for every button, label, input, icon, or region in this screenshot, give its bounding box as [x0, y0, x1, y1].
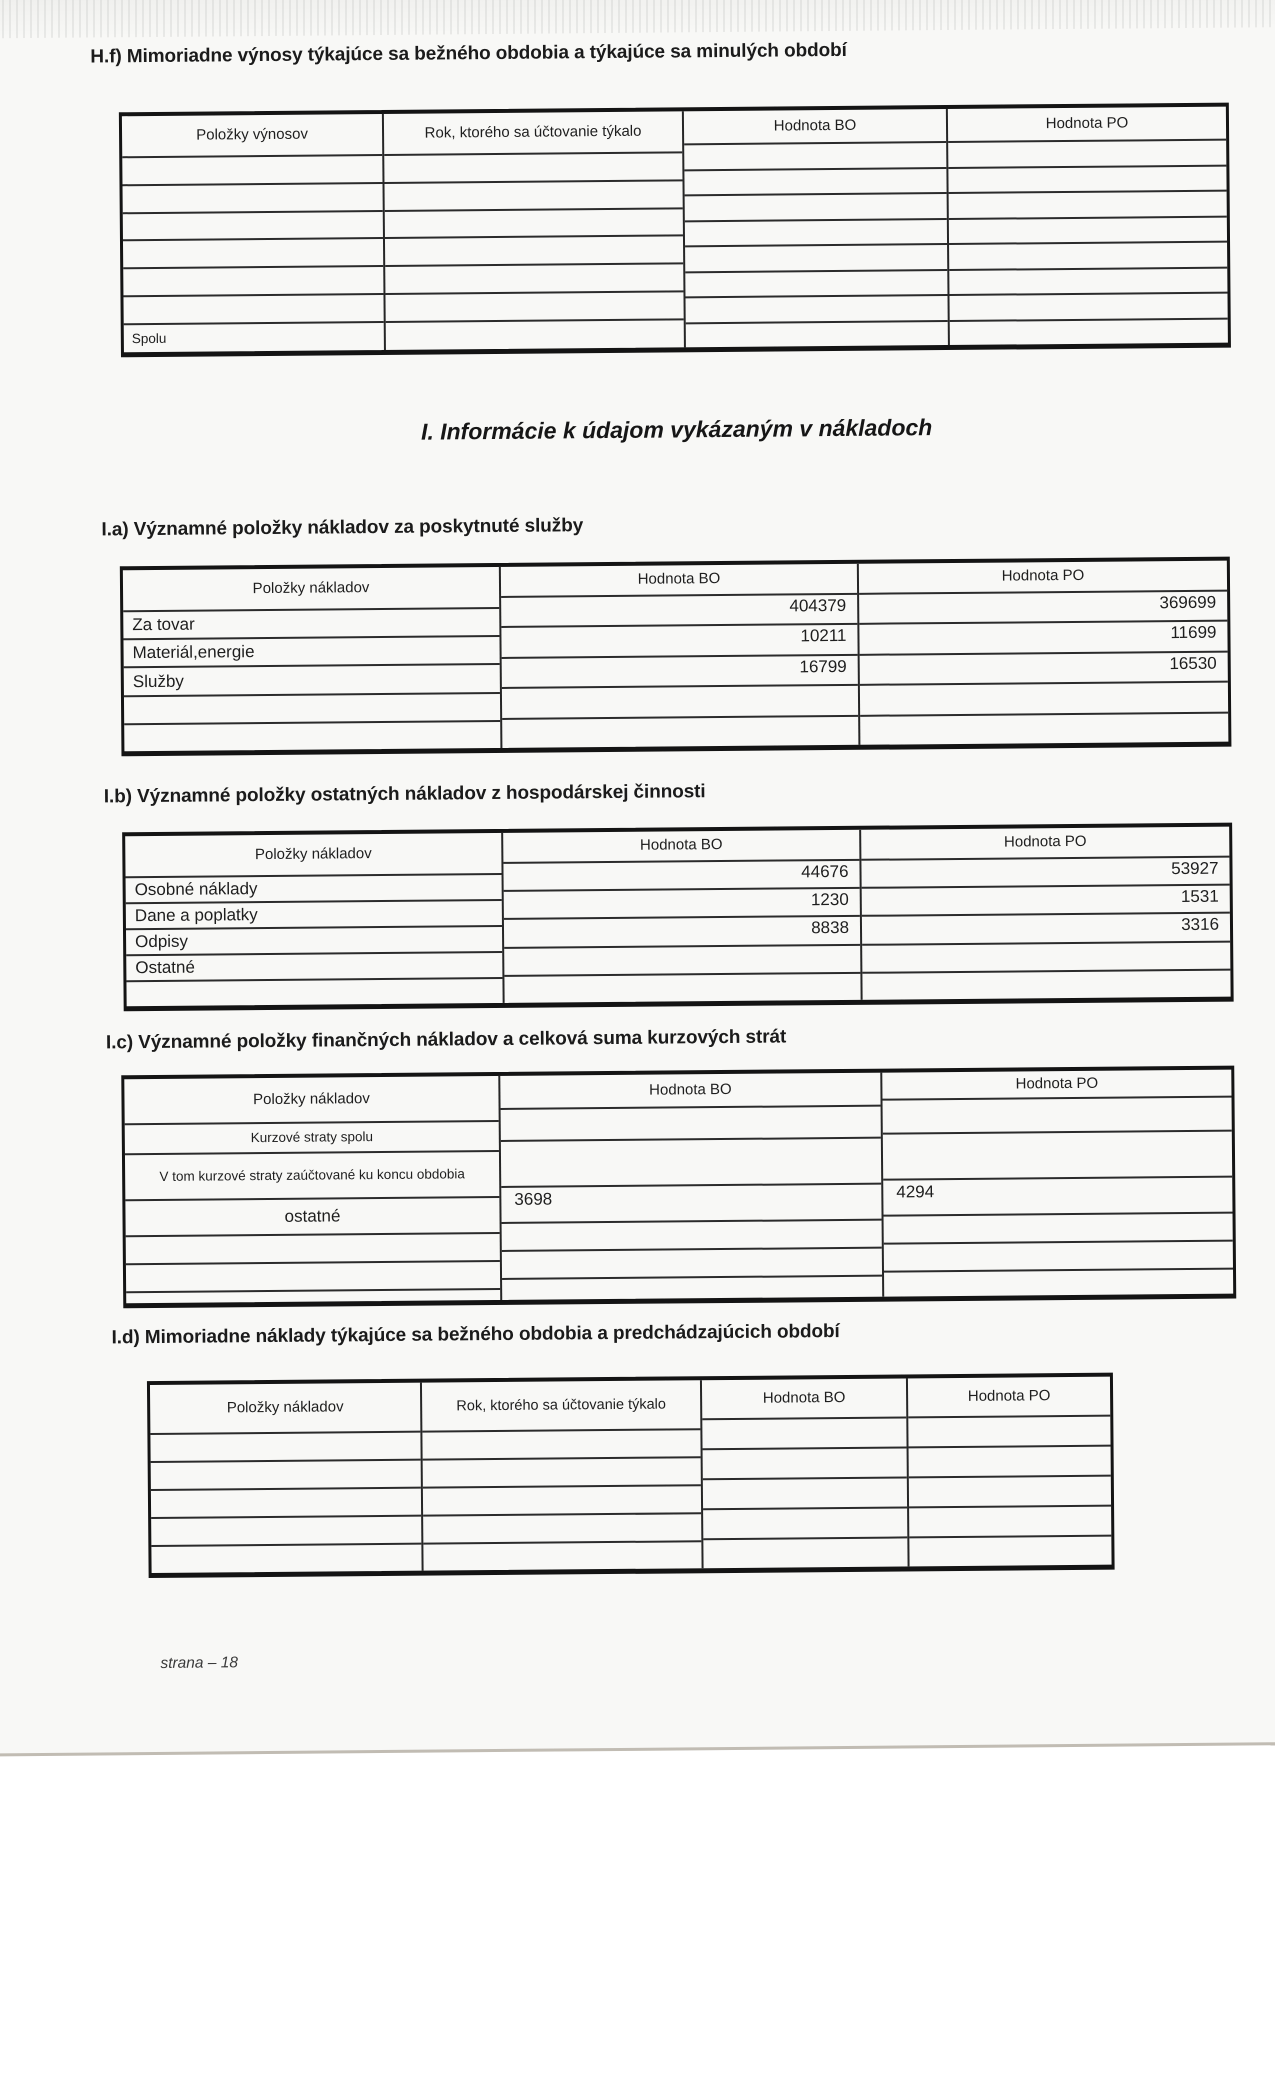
- section-title-i: I. Informácie k údajom vykázaným v nákladoch: [420, 414, 933, 445]
- table-cell: Za tovar: [123, 609, 499, 640]
- column-header: Hodnota BO: [501, 564, 857, 598]
- table-cell: 404379: [501, 595, 857, 629]
- column-header: Hodnota PO: [859, 561, 1227, 595]
- table-cell-empty: [151, 1517, 421, 1547]
- table-column: [501, 564, 861, 748]
- column-header: Hodnota BO: [500, 1073, 880, 1110]
- table-cell-empty: [126, 1262, 500, 1293]
- table-cell: Dane a poplatky: [126, 901, 502, 930]
- table-cell-empty: [151, 1545, 421, 1573]
- table-cell-empty: [884, 1214, 1233, 1245]
- table-cell-empty: [884, 1270, 1233, 1297]
- table-cell-empty: [908, 1417, 1110, 1449]
- table-cell: 3316: [862, 914, 1230, 945]
- table-cell-empty: [123, 212, 383, 242]
- table-cell: Materiál,energie: [123, 637, 499, 668]
- column-header: Hodnota PO: [882, 1070, 1231, 1101]
- table-cell: 1531: [862, 886, 1230, 917]
- table-cell-empty: [385, 237, 683, 267]
- table-cell: ostatné: [125, 1198, 499, 1237]
- table-cell-empty: [502, 1221, 882, 1252]
- table-column: [150, 1383, 424, 1573]
- table-column: [861, 827, 1230, 1000]
- table-column: [122, 114, 386, 352]
- table-column: [859, 561, 1229, 745]
- table-cell-empty: [883, 1132, 1232, 1181]
- table-cell-empty: [949, 192, 1227, 220]
- table-cell-empty: [862, 970, 1230, 999]
- column-header: Rok, ktorého sa účtovanie týkalo: [384, 111, 682, 156]
- table-id-extraordinary-costs: [147, 1373, 1115, 1578]
- table-cell-empty: [909, 1537, 1111, 1567]
- column-header: Hodnota BO: [684, 109, 946, 145]
- table-cell: Odpisy: [126, 927, 502, 956]
- table-cell: 16799: [502, 656, 858, 690]
- table-cell: 11699: [859, 622, 1227, 656]
- table-cell-empty: [501, 1139, 881, 1188]
- table-cell-empty: [385, 209, 683, 239]
- table-cell: 44676: [503, 861, 859, 892]
- table-column: [500, 1073, 884, 1300]
- table-cell-empty: [502, 1277, 882, 1300]
- table-cell-empty: [123, 295, 383, 325]
- table-cell: V tom kurzové straty zaúčtované ku koncu obdobia: [125, 1152, 499, 1201]
- table-cell-empty: [862, 942, 1230, 973]
- table-cell-empty: [384, 153, 682, 183]
- table-cell-empty: [860, 713, 1228, 745]
- table-cell-empty: [422, 1430, 700, 1460]
- table-cell-empty: [122, 156, 382, 186]
- table-cell: 1230: [504, 889, 860, 920]
- column-header: Hodnota PO: [948, 107, 1226, 143]
- heading-ib: I.b) Významné položky ostatných nákladov z hospodárskej činnosti: [103, 781, 706, 808]
- table-cell-empty: [126, 1234, 500, 1265]
- table-cell-empty: [909, 1477, 1111, 1509]
- table-cell-empty: [685, 271, 947, 299]
- table-cell-empty: [384, 181, 682, 211]
- table-cell-empty: [949, 243, 1227, 271]
- table-cell: 3698: [501, 1185, 881, 1224]
- table-cell-empty: [685, 194, 947, 222]
- table-cell-empty: [684, 143, 946, 171]
- table-cell: 8838: [504, 917, 860, 948]
- table-footer-cell: [386, 320, 684, 350]
- table-cell-empty: [150, 1433, 420, 1463]
- table-cell-empty: [504, 974, 860, 1003]
- column-header: Položky nákladov: [123, 567, 499, 612]
- table-cell: Kurzové straty spolu: [125, 1122, 499, 1155]
- table-cell-empty: [703, 1538, 907, 1568]
- table-cell-empty: [423, 1514, 701, 1544]
- table-column: [702, 1378, 910, 1568]
- table-cell-empty: [502, 686, 858, 720]
- table-cell-empty: [126, 1290, 500, 1303]
- table-footer-cell: Spolu: [131, 330, 167, 347]
- table-column: [125, 833, 504, 1006]
- table-cell: Ostatné: [126, 953, 502, 982]
- table-cell-empty: [502, 1249, 882, 1280]
- table-cell-empty: [126, 979, 502, 1006]
- table-cell-empty: [703, 1508, 907, 1540]
- table-cell-empty: [123, 239, 383, 269]
- column-header: Položky nákladov: [125, 833, 501, 878]
- table-cell-empty: [501, 1107, 881, 1142]
- table-cell-empty: [703, 1478, 907, 1510]
- table-cell-empty: [423, 1458, 701, 1488]
- heading-id: I.d) Mimoriadne náklady týkajúce sa bežného obdobia a predchádzajúcich období: [111, 1321, 840, 1349]
- table-column: [384, 111, 686, 350]
- table-cell: 4294: [883, 1178, 1232, 1217]
- table-cell-empty: [883, 1098, 1232, 1135]
- heading-ic: I.c) Významné položky finančných nákladov a celková suma kurzových strát: [105, 1026, 787, 1054]
- column-header: Hodnota BO: [503, 830, 859, 864]
- table-ia-services-costs: [120, 557, 1232, 757]
- table-cell-empty: [860, 683, 1228, 717]
- table-column: [124, 1076, 502, 1303]
- table-column: [948, 107, 1228, 345]
- table-ic-financial-costs: [121, 1066, 1236, 1309]
- table-column: [908, 1377, 1112, 1567]
- column-header: Hodnota BO: [702, 1378, 906, 1420]
- table-cell-empty: [151, 1489, 421, 1519]
- table-cell-empty: [685, 245, 947, 273]
- table-cell-empty: [423, 1486, 701, 1516]
- table-cell-empty: [702, 1418, 906, 1450]
- table-hf-extraordinary-revenues: [119, 103, 1231, 358]
- table-cell-empty: [151, 1461, 421, 1491]
- column-header: Položky nákladov: [150, 1383, 420, 1435]
- table-cell-empty: [123, 184, 383, 214]
- heading-ia: I.a) Významné položky nákladov za poskytnuté služby: [101, 515, 584, 541]
- table-column: [503, 830, 862, 1003]
- table-cell-empty: [686, 296, 948, 324]
- table-cell-empty: [949, 294, 1227, 322]
- column-header: Položky nákladov: [124, 1076, 498, 1125]
- table-cell-empty: [686, 322, 948, 348]
- column-header: Rok, ktorého sa účtovanie týkalo: [422, 1380, 700, 1432]
- table-cell-empty: [423, 1542, 701, 1570]
- table-cell-empty: [884, 1242, 1233, 1273]
- table-cell: Služby: [124, 665, 500, 696]
- table-cell-empty: [123, 267, 383, 297]
- table-cell-empty: [385, 292, 683, 322]
- table-cell: 53927: [861, 858, 1229, 889]
- column-header: Položky výnosov: [122, 114, 382, 158]
- table-cell-empty: [909, 1507, 1111, 1539]
- table-cell-empty: [124, 722, 500, 751]
- table-cell-empty: [950, 319, 1228, 345]
- table-column: [422, 1380, 704, 1570]
- table-cell-empty: [949, 217, 1227, 245]
- table-cell-empty: [948, 166, 1226, 194]
- table-cell-empty: [124, 694, 500, 725]
- column-header: Hodnota PO: [908, 1377, 1110, 1419]
- table-cell-empty: [703, 1448, 907, 1480]
- table-cell: 369699: [859, 592, 1227, 626]
- table-cell-empty: [684, 169, 946, 197]
- column-header: Hodnota PO: [861, 827, 1229, 861]
- table-cell: Osobné náklady: [126, 875, 502, 904]
- table-cell-empty: [502, 716, 858, 748]
- heading-hf: H.f) Mimoriadne výnosy týkajúce sa bežného obdobia a týkajúce sa minulých období: [90, 39, 847, 68]
- table-cell-empty: [385, 265, 683, 295]
- table-cell: 10211: [501, 625, 857, 659]
- table-cell-empty: [909, 1447, 1111, 1479]
- table-ib-other-operating-costs: [122, 823, 1234, 1012]
- table-cell-empty: [949, 268, 1227, 296]
- table-cell: 16530: [860, 652, 1228, 686]
- page-number: strana – 18: [160, 1654, 239, 1672]
- table-cell-empty: [948, 141, 1226, 169]
- table-column: [684, 109, 950, 347]
- table-column: [882, 1070, 1233, 1297]
- table-cell-empty: [504, 945, 860, 976]
- table-cell-empty: [685, 220, 947, 248]
- table-column: [123, 567, 503, 751]
